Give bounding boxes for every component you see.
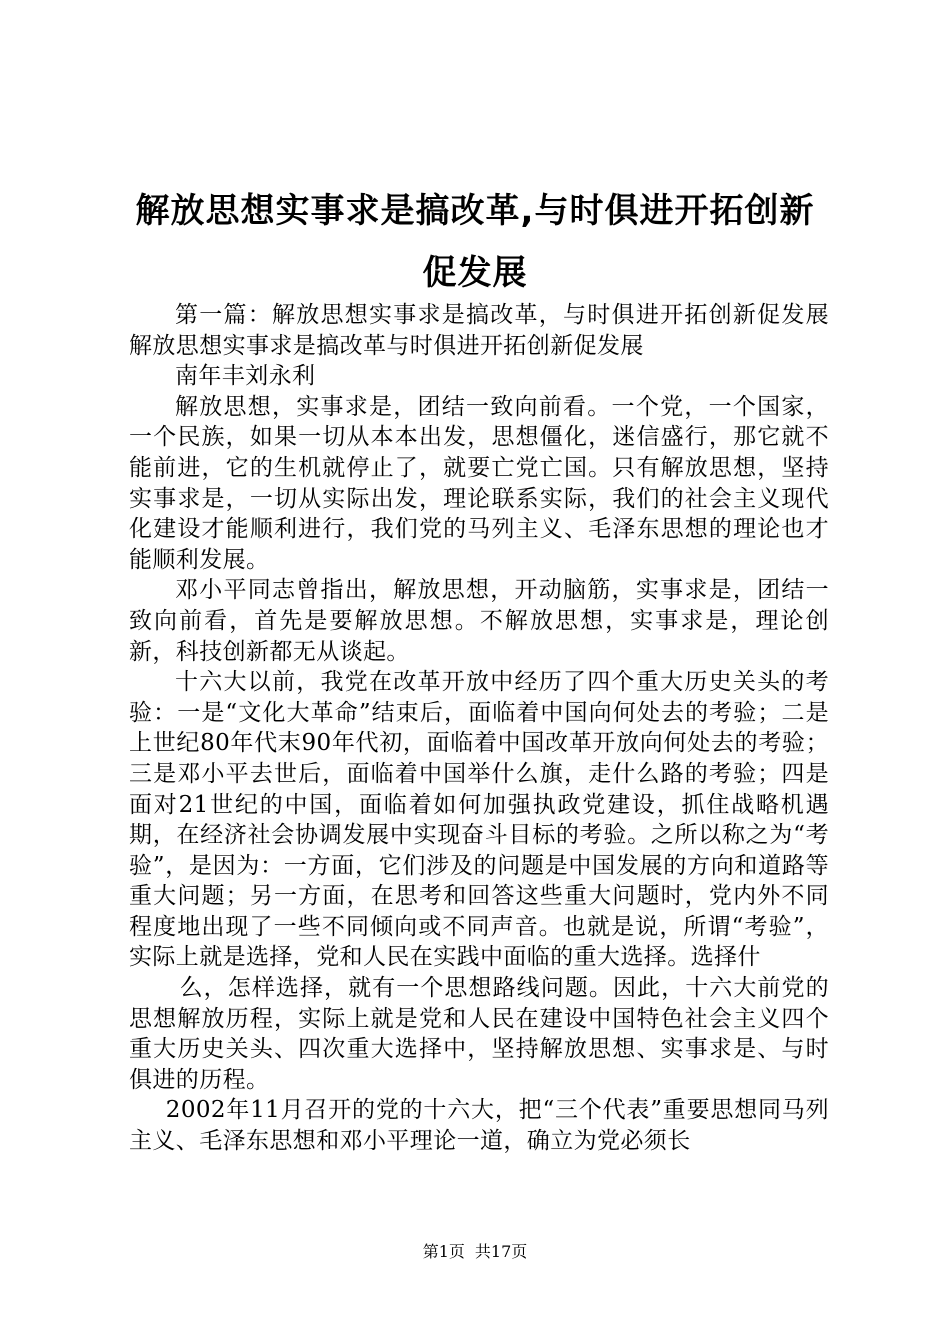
document-body [129, 300, 829, 1157]
paragraph-intro: 第一篇：解放思想实事求是搞改革，与时俱进开拓创新促发展解放思想实事求是搞改革与时俱进开拓创新促发展 [129, 302, 829, 359]
paragraph: 十六大以前，我党在改革开放中经历了四个重大历史关头的考验：一是“文化大革命”结束后，面临着中国向何处去的考验；二是上世纪80年代末90年代初，面临着中国改革开放向何处去的考验；三是邓小平去世后，面临着中国举什么旗，走什么路的考验；四是面对21世纪的中国，面临着如何加强执政党建设，抓住战略机遇期，在经济社会协调发展中实现奋斗目标的考验。之所以称之为“考验”，是因为：一方面，它们涉及的问题是中国发展的方向和道路等重大问题；另一方面，在思考和回答这些重大问题时，党内外不同程度地出现了一些不同倾向或不同声音。也就是说，所谓“考验”，实际上就是选择，党和人民在实践中面临的重大选择。选择什 [129, 669, 829, 971]
page-footer [0, 1242, 950, 1262]
document-title: 解放思想实事求是搞改革,与时俱进开拓创新促发展 [135, 191, 815, 293]
paragraph: 解放思想，实事求是，团结一致向前看。一个党，一个国家，一个民族，如果一切从本本出发，思想僵化，迷信盛行，那它就不能前进，它的生机就停止了，就要亡党亡国。只有解放思想，坚持实事求是，一切从实际出发，理论联系实际，我们的社会主义现代化建设才能顺利进行，我们党的马列主义、毛泽东思想的理论也才能顺利发展。 [129, 393, 829, 573]
paragraph: 么，怎样选择，就有一个思想路线问题。因此，十六大前党的思想解放历程，实际上就是党和人民在建设中国特色社会主义四个重大历史关头、四次重大选择中，坚持解放思想、实事求是、与时俱进的历程。 [129, 975, 829, 1093]
page-total: 共17页 [474, 1242, 528, 1261]
paragraph: 邓小平同志曾指出，解放思想，开动脑筋，实事求是，团结一致向前看，首先是要解放思想。不解放思想，实事求是，理论创新，科技创新都无从谈起。 [129, 577, 829, 665]
paragraph-author: 南年丰刘永利 [175, 363, 316, 390]
page-number: 第1页 [422, 1242, 465, 1261]
paragraph: 2002年11月召开的党的十六大，把“三个代表”重要思想同马列主义、毛泽东思想和邓小平理论一道，确立为党必须长 [129, 1097, 829, 1155]
